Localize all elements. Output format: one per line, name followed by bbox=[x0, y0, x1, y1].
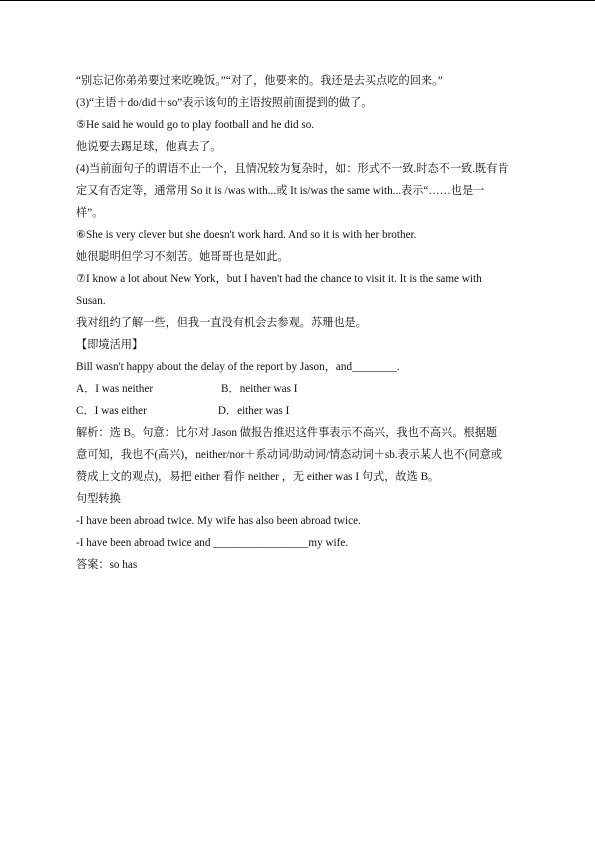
option-row bbox=[76, 400, 536, 422]
top-rule bbox=[0, 0, 595, 1]
analysis-line: 解析：选 B。句意：比尔对 Jason 做报告推迟这件事表示不高兴，我也不高兴。根据题 bbox=[76, 427, 498, 439]
option-a: A．I was neither bbox=[76, 383, 154, 395]
document-page bbox=[76, 70, 536, 576]
text-line: 定又有否定等，通常用 So it is /was with...或 It is/was the same with...表示“……也是一 bbox=[76, 185, 485, 197]
text-line: (4)当前面句子的谓语不止一个，且情况较为复杂时，如：形式不一致.时态不一致.既有肯 bbox=[76, 163, 509, 175]
option-c: C．I was either bbox=[76, 405, 147, 417]
text-line: “别忘记你弟弟要过来吃晚饭。”“对了，他要来的。我还是去买点吃的回来。” bbox=[76, 75, 443, 87]
text-line: 他说要去踢足球，他真去了。 bbox=[76, 141, 222, 153]
option-row bbox=[76, 378, 536, 400]
section-heading: 【即境活用】 bbox=[76, 339, 144, 351]
analysis-line: 赞成上文的观点)，易把 either 看作 neither ，无 either was I 句式，故选 B。 bbox=[76, 471, 440, 483]
option-b: B．neither was I bbox=[221, 383, 298, 395]
text-line: ⑤He said he would go to play football and he did so. bbox=[76, 119, 315, 131]
section-heading: 句型转换 bbox=[76, 493, 121, 505]
exercise-line: -I have been abroad twice and _________________my wife. bbox=[76, 537, 349, 549]
text-line: 我对纽约了解一些，但我一直没有机会去参观。苏珊也是。 bbox=[76, 317, 367, 329]
text-line: Susan. bbox=[76, 295, 106, 307]
text-line: ⑦I know a lot about New York，but I haven't had the chance to visit it. It is the same with bbox=[76, 273, 482, 285]
text-line: ⑥She is very clever but she doesn't work hard. And so it is with her brother. bbox=[76, 229, 417, 241]
exercise-line: -I have been abroad twice. My wife has also been abroad twice. bbox=[76, 515, 361, 527]
text-line: 样”。 bbox=[76, 207, 104, 219]
analysis-line: 意可知，我也不(高兴)，neither/nor＋系动词/助动词/情态动词＋sb.表示某人也不(同意或 bbox=[76, 449, 503, 461]
text-line: (3)“主语＋do/did＋so”表示该句的主语按照前面提到的做了。 bbox=[76, 97, 373, 109]
option-d: D．either was I bbox=[217, 405, 290, 417]
question-stem: Bill wasn't happy about the delay of the report by Jason，and________. bbox=[76, 361, 400, 373]
text-line: 她很聪明但学习不刻苦。她哥哥也是如此。 bbox=[76, 251, 289, 263]
answer-line: 答案：so has bbox=[76, 559, 138, 571]
